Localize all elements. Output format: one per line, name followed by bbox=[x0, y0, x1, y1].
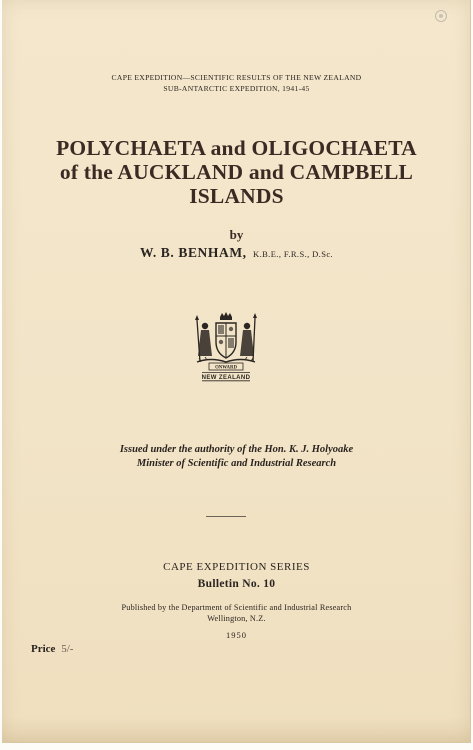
price-value: 5/- bbox=[61, 643, 74, 655]
authority-line-1: Issued under the authority of the Hon. K. J. Holyoake bbox=[119, 444, 354, 455]
authority-line-2: Minister of Scientific and Industrial Research bbox=[136, 458, 337, 469]
bulletin-number: Bulletin No. 10 bbox=[197, 578, 276, 590]
price-label: Price bbox=[31, 643, 56, 655]
author-name: W. B. BENHAM, bbox=[139, 245, 247, 260]
author-honours: K.B.E., F.R.S., D.Sc. bbox=[253, 249, 334, 259]
title-line-2: of the AUCKLAND and CAMPBELL bbox=[59, 160, 414, 184]
authority-statement bbox=[0, 443, 473, 471]
series-name: CAPE EXPEDITION SERIES bbox=[163, 561, 310, 573]
expedition-series-header bbox=[0, 72, 473, 94]
coat-of-arms-icon bbox=[191, 312, 261, 382]
publisher-line-2: Wellington, N.Z. bbox=[207, 614, 266, 623]
header-line-2: SUB-ANTARCTIC EXPEDITION, 1941-45 bbox=[163, 84, 310, 93]
publisher-statement bbox=[0, 602, 473, 624]
emblem-motto: ONWARD bbox=[215, 365, 237, 371]
by-line: by bbox=[229, 227, 244, 242]
author-line bbox=[0, 245, 473, 261]
divider-rule bbox=[206, 516, 246, 517]
header-line-1: CAPE EXPEDITION—SCIENTIFIC RESULTS OF THE NEW ZEALAND bbox=[111, 73, 362, 82]
publisher-line-1: Published by the Department of Scientific and Industrial Research bbox=[121, 603, 352, 612]
publication-year: 1950 bbox=[226, 630, 247, 640]
emblem-country: NEW ZEALAND bbox=[201, 375, 251, 381]
title-line-3: ISLANDS bbox=[189, 184, 284, 208]
title-line-1: POLYCHAETA and OLIGOCHAETA bbox=[56, 136, 417, 160]
corner-stamp-icon bbox=[434, 9, 448, 23]
price-label-block bbox=[31, 643, 73, 655]
publication-title bbox=[0, 136, 473, 208]
